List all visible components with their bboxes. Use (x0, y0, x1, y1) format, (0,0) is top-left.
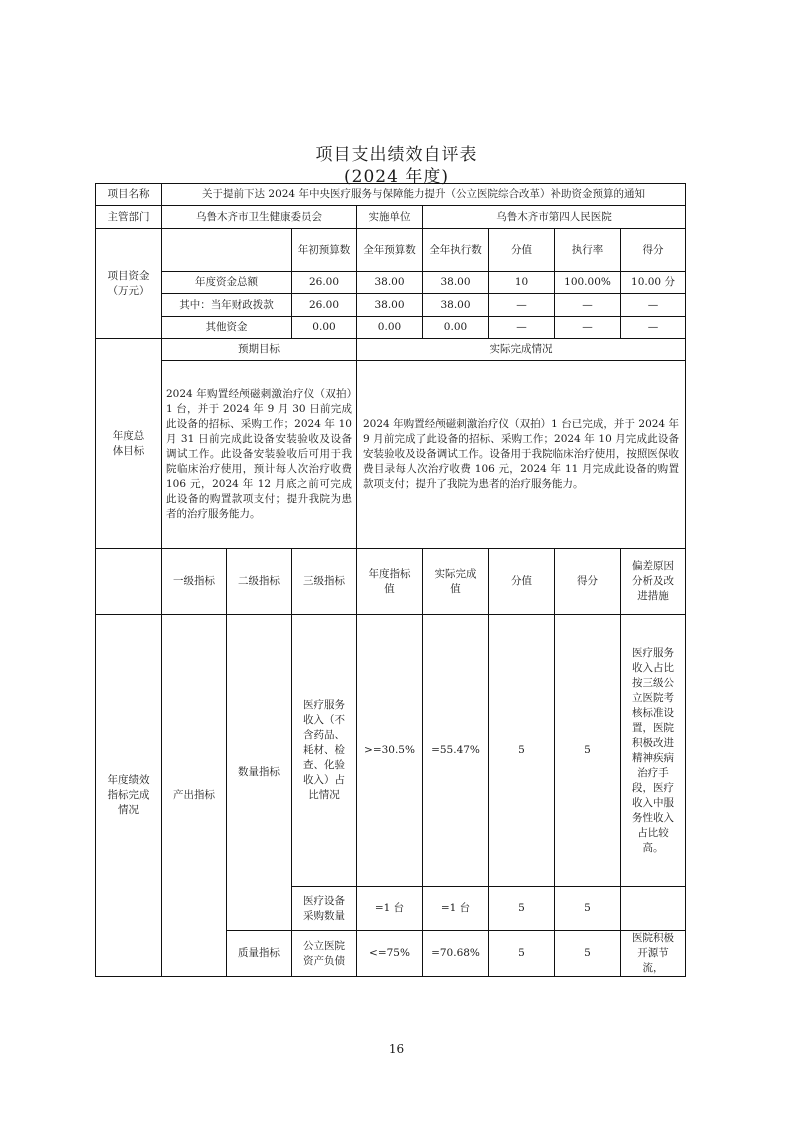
funds-header: 全年预算数 (357, 229, 423, 272)
indicator-actual: =1 台 (423, 887, 489, 931)
funds-cell: 10 (489, 272, 555, 294)
unit-label: 实施单位 (357, 206, 423, 229)
indicator-reason: 医疗服务收入占比按三级公立医院考核标准设置，医院积极改进精神疾病治疗手段，医疗收入中服务性收入占比较高。 (621, 615, 686, 887)
funds-cell: 26.00 (292, 272, 357, 294)
indicator-score: 5 (555, 931, 621, 977)
funds-row-name: 年度资金总额 (162, 272, 292, 294)
indicator-header: 二级指标 (227, 549, 292, 615)
funds-cell: 0.00 (423, 317, 489, 339)
indicator-reason (621, 887, 686, 931)
dept-value: 乌鲁木齐市卫生健康委员会 (162, 206, 357, 229)
funds-label-line2: （万元） (107, 284, 150, 297)
funds-row (96, 294, 686, 317)
funds-header: 分值 (489, 229, 555, 272)
indicator-level2: 数量指标 (227, 615, 292, 931)
indicator-actual: =70.68% (423, 931, 489, 977)
indicator-score-value: 5 (489, 887, 555, 931)
actual-completion-header: 实际完成情况 (357, 339, 686, 361)
indicator-target: >=30.5% (357, 615, 423, 887)
funds-cell: 10.00 分 (621, 272, 686, 294)
indicator-level3: 公立医院资产负债 (292, 931, 357, 977)
indicators-section-label: 年度绩效指标完成情况 (96, 615, 162, 977)
goals-label: 年度总体目标 (96, 339, 162, 549)
indicator-header: 偏差原因分析及改进措施 (621, 549, 686, 615)
indicator-level3: 医疗设备采购数量 (292, 887, 357, 931)
indicators-header-blank (96, 549, 162, 615)
page-title: 项目支出绩效自评表 (315, 145, 478, 165)
funds-label (96, 229, 162, 339)
indicator-score-value: 5 (489, 615, 555, 887)
funds-cell: — (555, 317, 621, 339)
self-evaluation-table (95, 183, 686, 977)
funds-cell: 0.00 (357, 317, 423, 339)
funds-header-blank (162, 229, 292, 272)
indicator-header: 一级指标 (162, 549, 227, 615)
indicator-level2: 质量指标 (227, 931, 292, 977)
funds-row (96, 317, 686, 339)
indicator-score-value: 5 (489, 931, 555, 977)
page-subtitle: (2024 年度) (344, 167, 449, 187)
indicator-header: 年度指标值 (357, 549, 423, 615)
funds-cell: 100.00% (555, 272, 621, 294)
actual-completion-text: 2024 年购置经颅磁刺激治疗仪（双拍）1 台已完成，并于 2024 年 9 月前完成了此设备的招标、采购工作；2024 年 10 月完成此设备安装验收及设备调试工作。设备用于我院临床治疗使用，按照医保收费目录每人次治疗收费 106 元，2024 年 11 月完成此设备的购置款项支付；提升了我院为患者的治疗服务能力。 (357, 361, 686, 549)
funds-cell: 38.00 (357, 272, 423, 294)
funds-cell: 38.00 (357, 294, 423, 317)
indicator-level3: 医疗服务收入（不含药品、耗材、检查、化验收入）占比情况 (292, 615, 357, 887)
funds-header: 得分 (621, 229, 686, 272)
funds-header: 执行率 (555, 229, 621, 272)
indicator-target: <=75% (357, 931, 423, 977)
dept-label: 主管部门 (96, 206, 162, 229)
indicator-score: 5 (555, 887, 621, 931)
funds-cell: — (555, 294, 621, 317)
indicator-reason: 医院积极开源节流， (621, 931, 686, 977)
funds-cell: 38.00 (423, 272, 489, 294)
funds-cell: 26.00 (292, 294, 357, 317)
funds-cell: — (489, 317, 555, 339)
indicator-level1: 产出指标 (162, 615, 227, 977)
funds-cell: — (489, 294, 555, 317)
funds-label-line1: 项目资金 (107, 269, 150, 282)
funds-cell: 0.00 (292, 317, 357, 339)
expected-goal-header: 预期目标 (162, 339, 357, 361)
page-number: 16 (388, 1042, 405, 1056)
unit-value: 乌鲁木齐市第四人民医院 (423, 206, 686, 229)
project-name-label: 项目名称 (96, 184, 162, 206)
funds-cell: — (621, 317, 686, 339)
indicator-header: 实际完成值 (423, 549, 489, 615)
indicator-header: 三级指标 (292, 549, 357, 615)
indicator-row (96, 615, 686, 887)
indicator-actual: =55.47% (423, 615, 489, 887)
funds-row-name: 其他资金 (162, 317, 292, 339)
indicator-score: 5 (555, 615, 621, 887)
funds-cell: — (621, 294, 686, 317)
project-name-value: 关于提前下达 2024 年中央医疗服务与保障能力提升（公立医院综合改革）补助资金预算的通知 (162, 184, 686, 206)
funds-cell: 38.00 (423, 294, 489, 317)
indicator-header: 得分 (555, 549, 621, 615)
indicator-header: 分值 (489, 549, 555, 615)
funds-row (96, 272, 686, 294)
funds-header: 年初预算数 (292, 229, 357, 272)
indicator-target: =1 台 (357, 887, 423, 931)
funds-row-name: 其中：当年财政拨款 (162, 294, 292, 317)
expected-goal-text: 2024 年购置经颅磁刺激治疗仪（双拍）1 台，并于 2024 年 9 月 30 日前完成此设备的招标、采购工作；2024 年 10 月 31 日前完成此设备安装验收及设备调试工作。此设备安装验收后可用于我院临床治疗使用，预计每人次治疗收费 106 元，2024 年 12 月底之前可完成此设备的购置款项支付；提升我院为患者的治疗服务能力。 (162, 361, 357, 549)
funds-header: 全年执行数 (423, 229, 489, 272)
